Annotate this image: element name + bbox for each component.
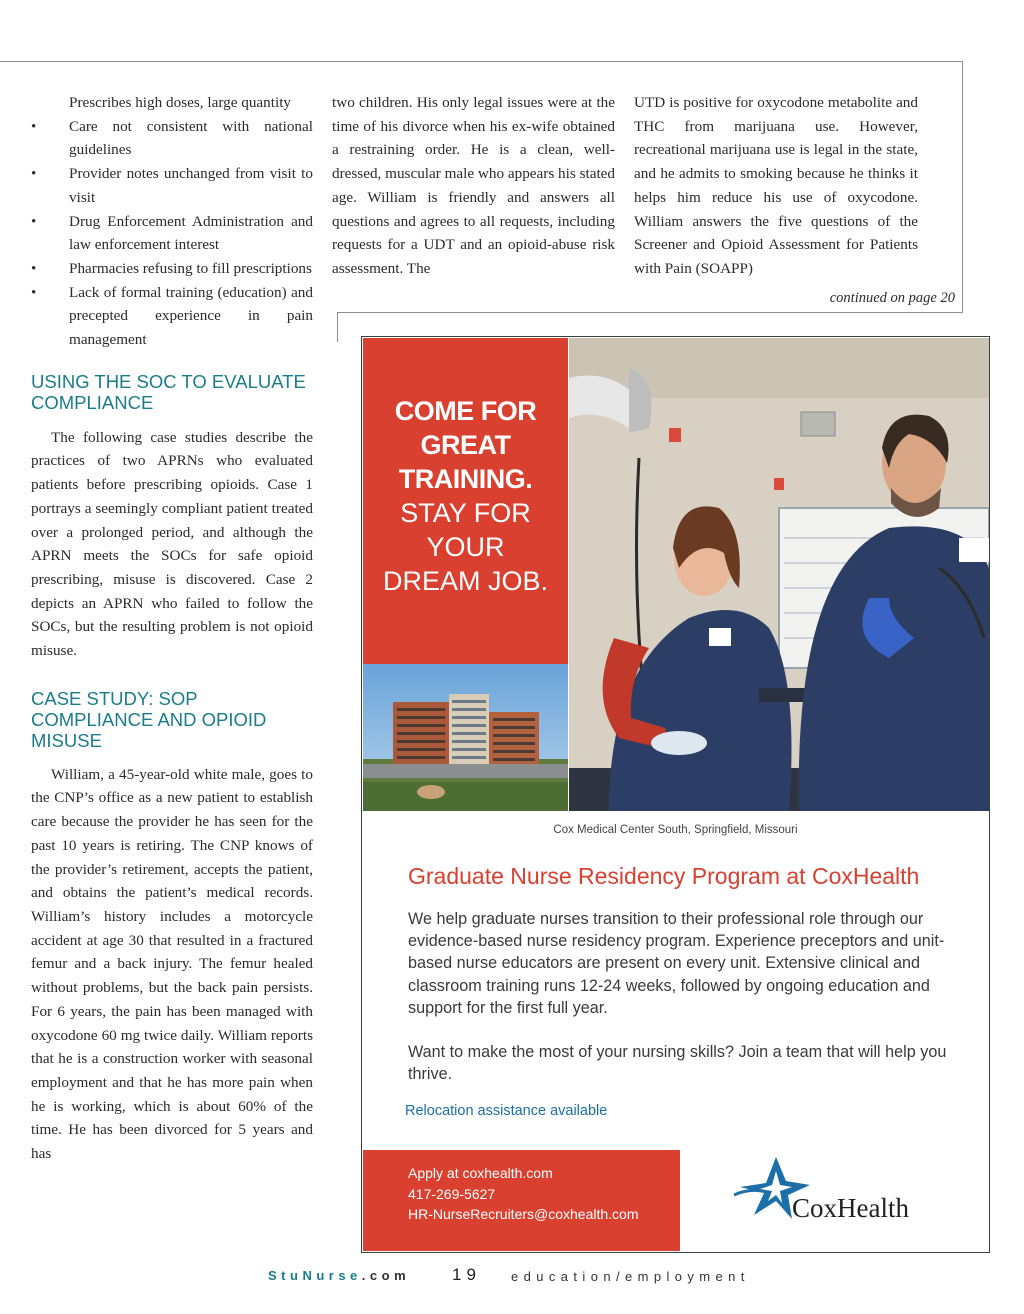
coxhealth-logo — [734, 1157, 954, 1227]
case-study-paragraph: William, a 45-year-old white male, goes to the CNP’s office as a new patient to establish care because the provider he has seen for the past 10 years is retiring. The CNP knows of the provider’s retirement, accepts the patient, and obtains the patient’s medical records. William’s history includes a motorcycle accident at age 30 that resulted in a fractured femur and a back injury. The femur healed without problems, but the back pain persists. For 6 years, the pain has been managed with oxycodone 60 mg twice daily. William reports that he is a construction worker with seasonal employment and that he has more pain when he is working, which is about 60% of the time. He has been divorced for 5 years and has — [31, 765, 313, 1163]
ad-outer-rule-top — [337, 312, 963, 313]
apply-email-link[interactable]: HR-NurseRecruiters@coxhealth.com — [408, 1206, 639, 1222]
list-item: • Provider notes unchanged from visit to visit — [31, 162, 313, 209]
ad-headline: COME FOR GREAT TRAINING. STAY FOR YOUR DREAM JOB. — [382, 396, 549, 596]
column-2-paragraph: two children. His only legal issues were at the time of his divorce when his ex-wife obtained a restraining order. He is a clean, well-dressed, muscular male who appears his stated age. William is friendly and answers all questions and agrees to all requests, including requests for a UDT and an opioid-abuse risk assessment. The — [332, 94, 615, 277]
case-studies-intro-paragraph: The following case studies describe the practices of two APRNs who evaluated patients before prescribing opioids. Case 1 portrays a seemingly compliant patient treated over a prolonged period, and although the APRN meets the SOCs for safe opioid prescribing, misuse is discovered. Case 2 depicts an APRN who failed to follow the SOCs, but the resulting problem is not opioid misuse. — [31, 428, 313, 660]
photo-caption: Cox Medical Center South, Springfield, Missouri — [553, 824, 798, 836]
hospital-building-photo — [363, 664, 568, 811]
column-2 — [332, 91, 615, 281]
continued-note: continued on page 20 — [829, 290, 955, 306]
list-item: Prescribes high doses, large quantity — [69, 94, 292, 111]
footer-site-name: StuNurse.com — [268, 1268, 411, 1283]
apply-contact-text — [408, 1163, 639, 1225]
ad-body — [408, 908, 948, 1107]
coxhealth-star-icon — [734, 1157, 954, 1227]
page-footer — [0, 1265, 1024, 1288]
section-heading-soc: USING THE SOC TO EVALUATE COMPLIANCE — [31, 370, 306, 413]
apply-contact-box — [363, 1150, 680, 1251]
page-frame-top-rule — [0, 61, 963, 62]
coxhealth-advertisement — [361, 336, 990, 1253]
column-3-paragraph: UTD is positive for oxycodone metabolite and THC from marijuana use. However, recreational marijuana use is legal in the state, and he admits to smoking because he thinks it helps him reduce his use of oxycodone. William answers the five questions of the Screener and Opioid Assessment for Patients with Pain (SOAPP) — [634, 94, 918, 277]
list-item: • Care not consistent with national guidelines — [31, 115, 313, 162]
relocation-note: Relocation assistance available — [405, 1103, 608, 1119]
apply-phone[interactable]: 417-269-5627 — [408, 1185, 496, 1202]
ad-body-paragraph: We help graduate nurses transition to their professional role through our evidence-based nurse residency program. Experience preceptors and unit-based nurse educators are present on every unit. Extensive clinical and classroom training runs 12-24 weeks, followed by ongoing education and support for the first full year. — [408, 910, 945, 1017]
ad-outer-rule-left — [337, 312, 338, 342]
ad-body-paragraph: Want to make the most of your nursing skills? Join a team that will help you thrive. — [408, 1043, 947, 1084]
svg-text:CoxHealth: CoxHealth — [792, 1193, 909, 1223]
column-3 — [634, 91, 918, 281]
ad-title: Graduate Nurse Residency Program at CoxHealth — [408, 863, 920, 889]
apply-website-link[interactable]: Apply at coxhealth.com — [408, 1165, 553, 1181]
nurses-photo — [569, 338, 989, 811]
column-1 — [31, 91, 313, 1166]
page-frame-right-rule — [962, 61, 963, 313]
page-number: 19 — [452, 1265, 481, 1284]
list-item: • Drug Enforcement Administration and law enforcement interest — [31, 210, 313, 257]
footer-section: education/employment — [511, 1269, 750, 1284]
list-item: • Pharmacies refusing to fill prescriptions — [31, 257, 313, 281]
section-heading-case-study: CASE STUDY: SOP COMPLIANCE AND OPIOID MISUSE — [31, 687, 267, 751]
list-item: • Lack of formal training (education) and precepted experience in pain management — [31, 281, 313, 352]
risk-factor-list — [31, 91, 313, 352]
